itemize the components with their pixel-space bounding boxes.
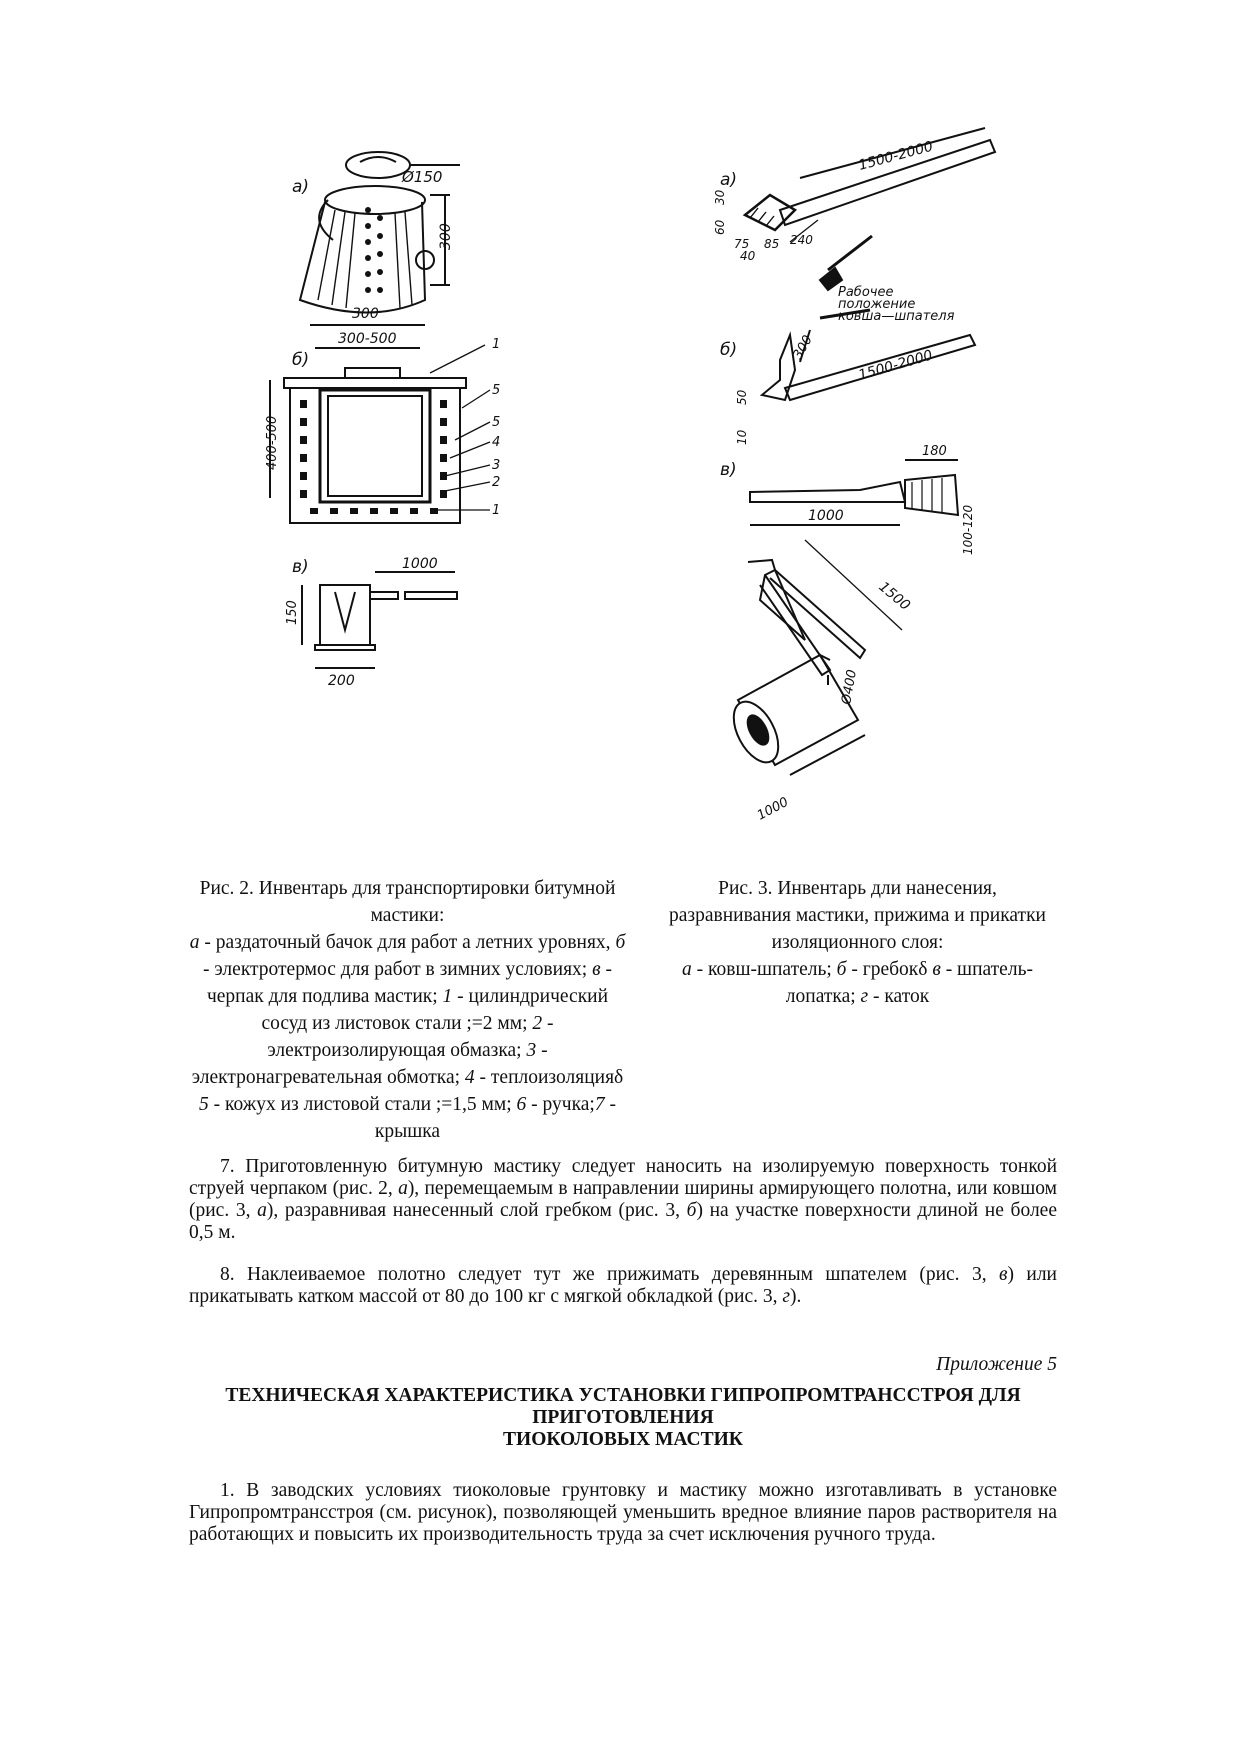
fig2-dim-width-v: 200: [328, 673, 355, 689]
para8-t1: 8. Наклеиваемое полотно следует тут же прижимать деревянным шпателем (рис. 3,: [220, 1264, 999, 1285]
fig3-dim-vh: 100-120: [961, 504, 975, 555]
caption2-a-letter: а: [189, 932, 200, 953]
paragraph-1: 1. В заводских условиях тиоколовые грунтовку и мастику можно изготавливать в установке Гипропромтрансстроя (см. рисунок), позволяющей уменьшить вредное влияние паров растворителя на работающих и повысить их производительность труда за счет исключения ручного труда.: [189, 1480, 1057, 1545]
caption2-n3: 3: [526, 1040, 537, 1061]
fig3-dim-b10: 10: [735, 429, 749, 445]
caption2-v-text: - черпак для подлива мастик;: [206, 959, 612, 1007]
fig2-dim-height-b: 400-500: [265, 415, 280, 470]
figure-3-caption: [655, 875, 1060, 1010]
fig3-dim-a30: 30: [713, 189, 727, 205]
fig3-dim-a240: 240: [790, 233, 813, 247]
fig2-label-a: а): [292, 177, 310, 197]
fig2-dim-width-a: 300: [352, 306, 379, 322]
paragraph-8: [189, 1264, 1057, 1308]
caption2-n6: 6: [516, 1094, 527, 1115]
heading-line3: ТИОКОЛОВЫХ МАСТИК: [503, 1429, 743, 1450]
fig2-label-b: б): [292, 350, 310, 370]
caption2-n1-text: - цилиндрический сосуд из листовок стали ;=2 мм;: [261, 986, 609, 1034]
fig2-dim-height-a: 300: [438, 223, 454, 250]
fig2-dim-height-v: 150: [285, 600, 300, 625]
para7-t3: ), разравнивая нанесенный слой гребком (рис. 3,: [266, 1200, 687, 1221]
figure-2-caption: [185, 875, 630, 1145]
caption2-n4: 4: [464, 1067, 475, 1088]
fig3-dim-a40: 40: [740, 249, 756, 263]
figure-2: [265, 140, 580, 770]
fig2-callout-4: 4: [492, 435, 501, 450]
heading-line2: ПРИГОТОВЛЕНИЯ: [532, 1407, 714, 1428]
caption2-v-letter: в: [592, 959, 601, 980]
para7-t2: ), перемещаемым в направлении ширины армирующего полотна, или ковшом (рис. 3,: [189, 1178, 1057, 1221]
fig3-dim-a75: 75: [734, 237, 750, 251]
caption2-n5: 5: [199, 1094, 209, 1115]
caption2-n1: 1: [442, 986, 453, 1007]
fig2-callout-5a: 5: [492, 383, 501, 398]
fig2-dim-width-b: 300-500: [338, 331, 397, 347]
fig2-callout-1-top: 1: [492, 337, 501, 352]
section-heading: [189, 1385, 1057, 1451]
fig2-label-v: в): [292, 557, 309, 577]
fig2-callout-2: 2: [492, 475, 501, 490]
fig3-label-a: а): [720, 170, 738, 190]
caption2-a-text: - раздаточный бачок для работ а летних уровнях,: [199, 932, 616, 953]
caption2-n6-text: - ручка;: [526, 1094, 595, 1115]
fig3-dim-b50: 50: [735, 389, 749, 405]
fig3-dim-length-a: 1500-2000: [856, 138, 935, 174]
fig3-label-b: б): [720, 340, 738, 360]
caption2-b-letter: б: [615, 932, 626, 953]
fig3-dim-g1000: 1000: [754, 794, 792, 824]
caption2-n2-text: - электроизолирующая обмазка;: [267, 1013, 554, 1061]
fig3-working-line1: Рабочее: [838, 285, 894, 300]
para7-i3: б: [686, 1200, 697, 1221]
fig3-dim-v180: 180: [922, 444, 947, 459]
caption2-n7-text: - крышка: [374, 1094, 616, 1142]
caption3-title: Рис. 3. Инвентарь дли нанесения, разравнивания мастики, прижима и прикатки изоляционного слоя:: [668, 878, 1046, 953]
caption3-a-text: - ковш-шпатель;: [691, 959, 837, 980]
para7-i2: а: [257, 1200, 267, 1221]
para8-i1: в: [999, 1264, 1008, 1285]
caption2-n4-text: - теплоизоляцияδ: [474, 1067, 624, 1088]
caption3-a-letter: а: [682, 959, 692, 980]
fig2-dim-diameter: Ø150: [402, 168, 443, 186]
fig3-dim-v1000: 1000: [808, 508, 844, 524]
figure-3: [700, 130, 1060, 880]
appendix-label: Приложение 5: [936, 1354, 1057, 1375]
caption3-v-letter: в: [932, 959, 941, 980]
para7-t1: 7. Приготовленную битумную мастику следует наносить на изолируемую поверхность тонкой струей черпаком (рис. 2,: [189, 1156, 1057, 1199]
paragraph-7: [189, 1156, 1057, 1244]
para8-t3: ).: [789, 1286, 802, 1307]
caption3-b-letter: б: [836, 959, 847, 980]
fig3-working-line3: ковша—шпателя: [838, 309, 955, 324]
fig2-callout-5b: 5: [492, 415, 501, 430]
caption3-g-text: - каток: [868, 986, 930, 1007]
caption2-b-text: - электротермос для работ в зимних условиях;: [203, 959, 593, 980]
caption3-v-text: - шпатель-лопатка;: [785, 959, 1033, 1007]
caption2-n2: 2: [532, 1013, 543, 1034]
caption3-b-text: - гребокδ: [846, 959, 933, 980]
fig3-label-v: в): [720, 460, 737, 480]
fig3-dim-b300: 300: [790, 332, 816, 362]
fig2-callout-1-bottom: 1: [492, 503, 501, 518]
fig3-dim-length-b: 1500-2000: [856, 347, 935, 384]
para8-t2: ) или прикатывать катком массой от 80 до 100 кг с мягкой обкладкой (рис. 3,: [189, 1264, 1057, 1307]
fig3-dim-g1500: 1500: [875, 578, 914, 614]
fig3-dim-gd: Ø400: [839, 668, 861, 706]
fig3-working-line2: положение: [838, 297, 916, 312]
caption2-n3-text: - электронагревательная обмотка;: [191, 1040, 548, 1088]
fig2-dim-length-v: 1000: [402, 556, 438, 572]
caption3-g-letter: г: [860, 986, 869, 1007]
caption2-title: Рис. 2. Инвентарь для транспортировки битумной мастики:: [199, 878, 616, 926]
fig3-dim-a85: 85: [764, 237, 780, 251]
fig3-dim-a60: 60: [713, 219, 727, 235]
para8-i2: г: [782, 1286, 790, 1307]
caption2-n5-text: - кожух из листовой стали ;=1,5 мм;: [208, 1094, 517, 1115]
caption2-n7: 7: [594, 1094, 605, 1115]
heading-line1: ТЕХНИЧЕСКАЯ ХАРАКТЕРИСТИКА УСТАНОВКИ ГИПРОПРОМТРАНССТРОЯ ДЛЯ: [225, 1385, 1021, 1406]
fig2-callout-3: 3: [492, 458, 501, 473]
para7-t4: ) на участке поверхности длиной не более 0,5 м.: [189, 1200, 1057, 1243]
para7-i1: а: [398, 1178, 408, 1199]
